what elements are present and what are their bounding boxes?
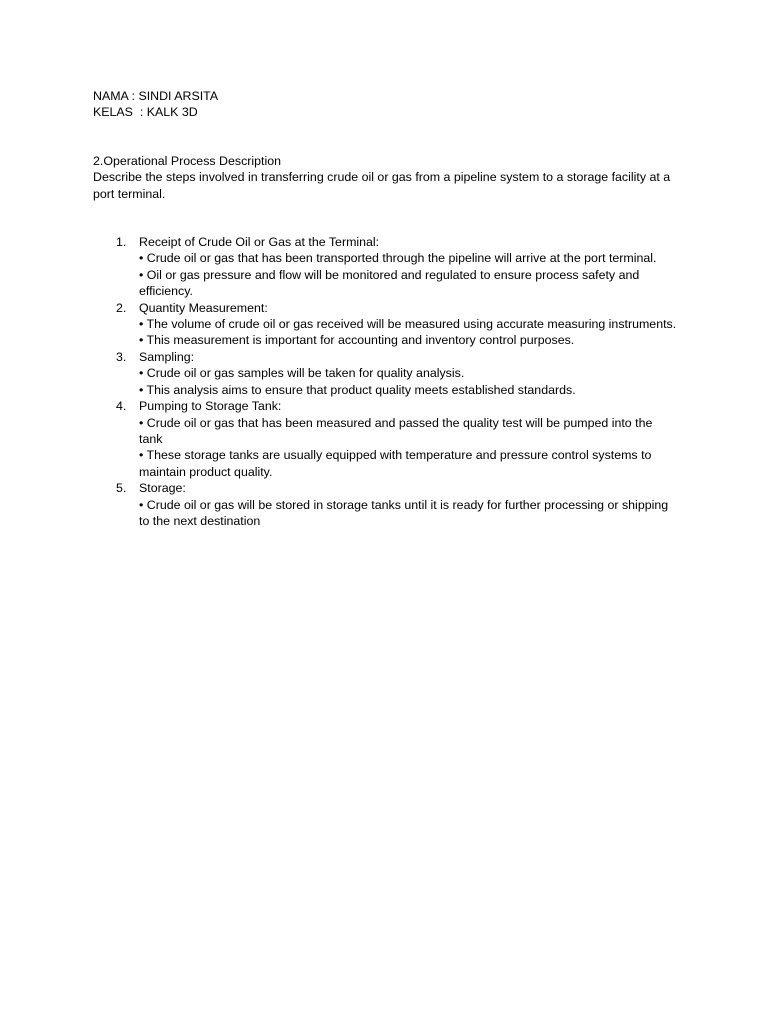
step-bullet: • Oil or gas pressure and flow will be monitored and regulated to ensure process safety and efficiency. [139, 267, 640, 299]
step-title: Pumping to Storage Tank: [139, 399, 282, 414]
student-class: KELAS : KALK 3D [93, 105, 198, 120]
document-page [93, 88, 678, 529]
question-prompt: Describe the steps involved in transferring crude oil or gas from a pipeline system to a storage facility at a port terminal. [93, 170, 674, 201]
step-item [93, 234, 678, 300]
step-title: Quantity Measurement: [139, 300, 268, 315]
step-item [93, 480, 678, 529]
student-info [93, 88, 678, 121]
step-item [93, 300, 678, 349]
step-item [93, 398, 678, 480]
step-number: 4. [116, 399, 127, 414]
step-bullet: • The volume of crude oil or gas received will be measured using accurate measuring instruments. [139, 317, 677, 332]
step-title: Receipt of Crude Oil or Gas at the Terminal: [139, 235, 380, 250]
step-bullet: • Crude oil or gas will be stored in storage tanks until it is ready for further processing or shipping to the next destination [139, 497, 669, 528]
step-number: 1. [116, 235, 127, 250]
question-title: 2.Operational Process Description [93, 153, 282, 168]
question-block [93, 153, 678, 202]
step-title: Storage: [139, 481, 186, 496]
step-number: 5. [116, 481, 127, 496]
step-bullet: • Crude oil or gas that has been measured and passed the quality test will be pumped into the tank [139, 415, 653, 446]
step-bullet: • Crude oil or gas that has been transported through the pipeline will arrive at the port terminal. [139, 251, 657, 266]
step-bullet: • This analysis aims to ensure that product quality meets established standards. [139, 382, 576, 397]
student-name: NAMA : SINDI ARSITA [93, 89, 219, 103]
spacer [93, 121, 678, 153]
step-bullet: • Crude oil or gas samples will be taken for quality analysis. [139, 366, 465, 381]
step-bullet: • These storage tanks are usually equipped with temperature and pressure control systems to maintain product quality. [139, 448, 652, 479]
step-bullet: • This measurement is important for accounting and inventory control purposes. [139, 333, 575, 348]
step-number: 2. [116, 300, 127, 315]
step-title: Sampling: [139, 349, 195, 364]
steps-list [93, 234, 678, 529]
spacer [93, 202, 678, 234]
step-number: 3. [116, 349, 127, 364]
step-item [93, 349, 678, 398]
